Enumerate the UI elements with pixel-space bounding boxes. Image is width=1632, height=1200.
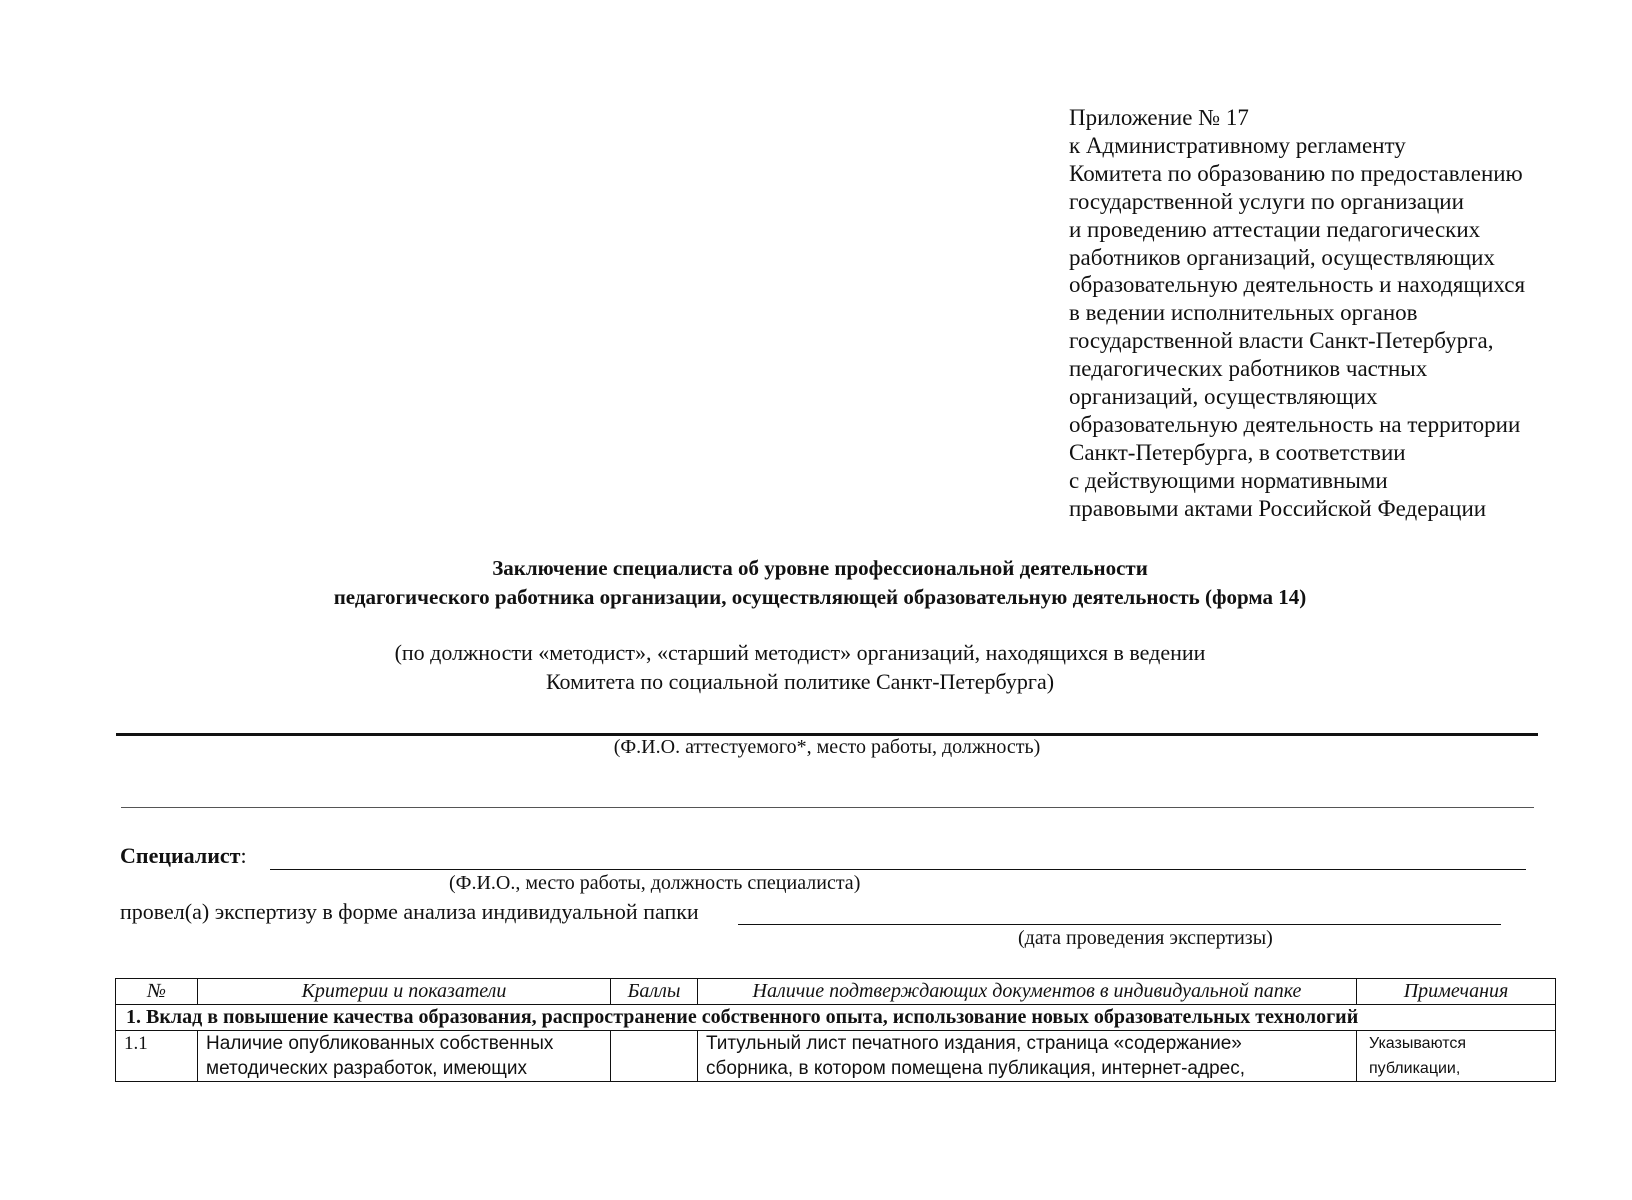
header-num: № — [116, 979, 198, 1005]
specialist-label — [120, 843, 247, 869]
table-row — [116, 1031, 1556, 1082]
attestee-fill-line-2[interactable] — [121, 807, 1534, 808]
appendix-line: Комитета по образованию по предоставлению — [1069, 160, 1523, 186]
document-title — [0, 554, 1632, 612]
subtitle-line-2: Комитета по социальной политике Санкт-Петербурга) — [545, 669, 1055, 694]
row-1-1-notes — [1357, 1031, 1556, 1082]
appendix-line: работников организаций, осуществляющих — [1069, 244, 1495, 270]
specialist-caption: (Ф.И.О., место работы, должность специалиста) — [449, 872, 861, 894]
appendix-line: правовыми актами Российской Федерации — [1069, 495, 1487, 521]
row-1-1-num: 1.1 — [116, 1031, 198, 1082]
expertise-label: провел(а) экспертизу в форме анализа индивидуальной папки — [120, 899, 699, 924]
appendix-line: в ведении исполнительных органов — [1069, 300, 1418, 326]
section-row — [116, 1005, 1556, 1031]
title-line-2: педагогического работника организации, осуществляющей образовательную деятельность (форма 14) — [333, 585, 1307, 609]
notes-line: публикации, — [1369, 1060, 1461, 1077]
section-1-title: 1. Вклад в повышение качества образования, распространение собственного опыта, использование новых образовательных технологий — [116, 1005, 1556, 1031]
documents-line: Титульный лист печатного издания, страница «содержание» — [706, 1033, 1242, 1054]
appendix-line: государственной услуги по организации — [1069, 188, 1464, 214]
specialist-fill-line[interactable] — [270, 869, 1526, 870]
appendix-line: организаций, осуществляющих — [1069, 384, 1378, 410]
criteria-table — [115, 978, 1556, 1082]
appendix-line: образовательную деятельность на территории — [1069, 411, 1521, 437]
criteria-line: Наличие опубликованных собственных — [206, 1033, 554, 1054]
row-1-1-documents — [698, 1031, 1357, 1082]
appendix-line: и проведению аттестации педагогических — [1069, 216, 1481, 242]
appendix-line: образовательную деятельность и находящихся — [1069, 272, 1526, 298]
appendix-line: Приложение № 17 — [1069, 105, 1249, 130]
row-1-1-criteria — [198, 1031, 611, 1082]
attestee-caption: (Ф.И.О. аттестуемого*, место работы, должность) — [613, 736, 1041, 758]
notes-line: Указываются — [1369, 1035, 1467, 1052]
appendix-line: с действующими нормативными — [1069, 467, 1388, 493]
header-criteria: Критерии и показатели — [198, 979, 611, 1005]
specialist-colon: : — [240, 843, 247, 868]
documents-line: сборника, в котором помещена публикация, интернет-адрес, — [706, 1058, 1245, 1079]
appendix-line: государственной власти Санкт-Петербурга, — [1069, 328, 1494, 354]
title-line-1: Заключение специалиста об уровне профессиональной деятельности — [492, 556, 1148, 580]
header-notes: Примечания — [1357, 979, 1556, 1005]
subtitle-line-1: (по должности «методист», «старший методист» организаций, находящихся в ведении — [394, 640, 1206, 665]
appendix-block — [1069, 104, 1589, 523]
row-1-1-points[interactable] — [611, 1031, 698, 1082]
appendix-line: к Административному регламенту — [1069, 132, 1406, 158]
specialist-label-text: Специалист — [120, 843, 241, 868]
appendix-line: Санкт-Петербурга, в соответствии — [1069, 439, 1406, 465]
expertise-caption: (дата проведения экспертизы) — [1018, 927, 1273, 949]
appendix-line: педагогических работников частных — [1069, 356, 1428, 382]
header-points: Баллы — [611, 979, 698, 1005]
criteria-line: методических разработок, имеющих — [206, 1058, 527, 1079]
header-documents: Наличие подтверждающих документов в индивидуальной папке — [698, 979, 1357, 1005]
document-subtitle — [0, 638, 1600, 696]
table-header-row — [116, 979, 1556, 1005]
expertise-date-fill-line[interactable] — [738, 924, 1501, 925]
